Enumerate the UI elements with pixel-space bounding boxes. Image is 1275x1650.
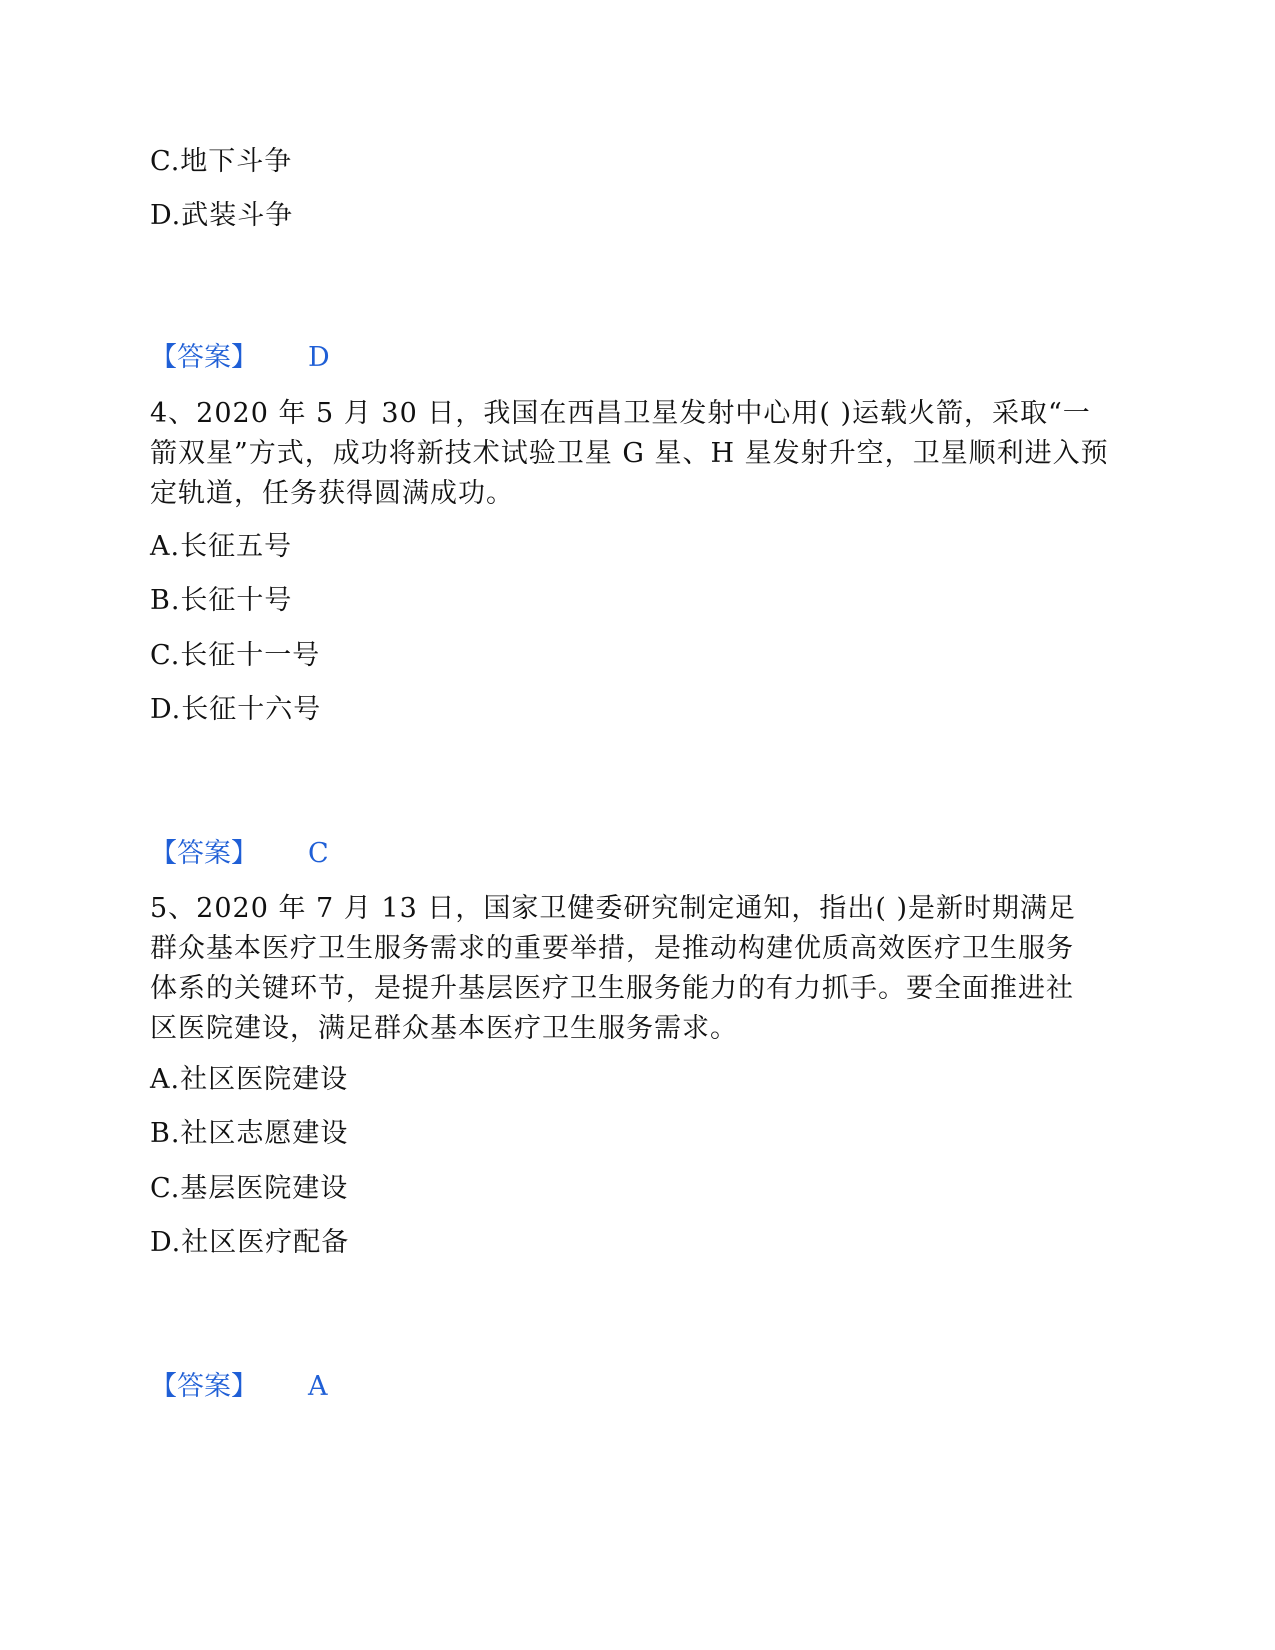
q4-answer: [150, 834, 329, 874]
answer-label: 【答案】: [150, 1371, 258, 1402]
q4-option-a: A.长征五号: [150, 531, 293, 562]
answer-value: D: [308, 342, 330, 373]
q3-answer: [150, 338, 330, 378]
q4-stem-line: 箭双星”方式，成功将新技术试验卫星 G 星、H 星发射升空，卫星顺利进入预: [150, 438, 1109, 469]
q4-stem-line: 定轨道，任务获得圆满成功。: [150, 478, 514, 509]
q5-stem-line: 群众基本医疗卫生服务需求的重要举措，是推动构建优质高效医疗卫生服务: [150, 933, 1074, 964]
q5-option-c: C.基层医院建设: [150, 1173, 349, 1204]
q3-option-c: C.地下斗争: [150, 146, 293, 177]
q5-option-d: D.社区医疗配备: [150, 1227, 350, 1258]
answer-label: 【答案】: [150, 838, 258, 869]
answer-label: 【答案】: [150, 342, 258, 373]
q5-stem-line: 区医院建设，满足群众基本医疗卫生服务需求。: [150, 1013, 738, 1044]
q4-option-d: D.长征十六号: [150, 694, 322, 725]
q5-option-a: A.社区医院建设: [150, 1064, 349, 1095]
answer-value: C: [308, 838, 329, 869]
q3-option-d: D.武装斗争: [150, 200, 294, 231]
q4-option-c: C.长征十一号: [150, 640, 321, 671]
q5-stem: [150, 889, 1110, 1049]
q5-option-b: B.社区志愿建设: [150, 1118, 349, 1149]
answer-value: A: [308, 1371, 328, 1402]
q4-option-b: B.长征十号: [150, 585, 293, 616]
q4-stem-line: 4、2020 年 5 月 30 日，我国在西昌卫星发射中心用( )运载火箭，采取“一: [150, 398, 1091, 429]
q5-answer: [150, 1367, 328, 1407]
q5-stem-line: 体系的关键环节，是提升基层医疗卫生服务能力的有力抓手。要全面推进社: [150, 973, 1074, 1004]
q4-stem: [150, 394, 1110, 514]
q5-stem-line: 5、2020 年 7 月 13 日，国家卫健委研究制定通知，指出( )是新时期满足: [150, 893, 1076, 924]
